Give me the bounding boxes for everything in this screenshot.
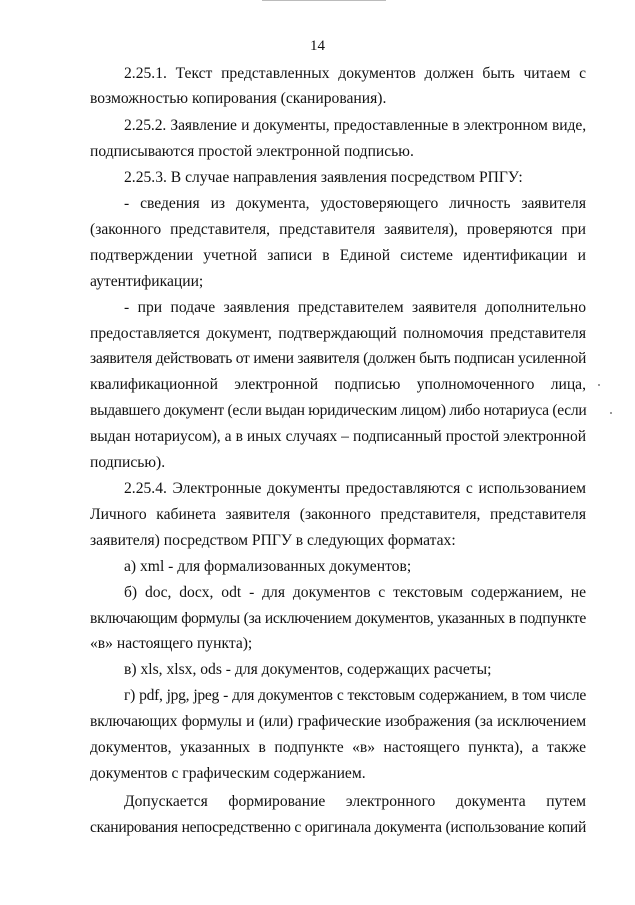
text-line: 2.25.2. Заявление и документы, предоставленные в электронном виде,: [124, 117, 586, 134]
text-line: заявителя) посредством РПГУ в следующих форматах:: [90, 532, 456, 549]
text-line: выдавшего документ (если выдан юридическим лицом) либо нотариуса (если: [90, 402, 587, 419]
text-line: выдан нотариусом), а в иных случаях – подписанный простой электронной: [90, 428, 586, 445]
text-line: сканирования непосредственно с оригинала документа (использование копий: [90, 819, 586, 836]
text-line: включающих формулы и (или) графические изображения (за исключением: [90, 713, 586, 730]
text-line: 2.25.4. Электронные документы предоставляются с использованием: [124, 480, 586, 497]
top-rule: [262, 0, 386, 1]
text-line: б) doc, docx, odt - для документов с текстовым содержанием, не: [124, 584, 586, 601]
text-line: аутентификации;: [90, 273, 204, 290]
text-line: 2.25.3. В случае направления заявления посредством РПГУ:: [124, 169, 523, 186]
text-line: в) xls, xlsx, ods - для документов, содержащих расчеты;: [124, 661, 492, 678]
text-line: (законного представителя, представителя заявителя), проверяются при: [90, 221, 586, 238]
text-line: возможностью копирования (сканирования).: [90, 90, 387, 107]
text-line: документов с графическим содержанием.: [90, 765, 366, 782]
text-line: квалификационной электронной подписью уполномоченного лица,: [90, 376, 586, 393]
scan-speck: [598, 384, 600, 386]
text-line: подписываются простой электронной подписью.: [90, 143, 414, 160]
text-line: подтверждении учетной записи в Единой системе идентификации и: [90, 247, 586, 264]
text-line: подписью).: [90, 454, 166, 471]
text-line: «в» настоящего пункта);: [90, 635, 253, 652]
text-line: заявителя действовать от имени заявителя (должен быть подписан усиленной: [90, 350, 586, 367]
text-line: включающим формулы (за исключением документов, указанных в подпункте: [90, 610, 586, 627]
text-line: документов, указанных в подпункте «в» настоящего пункта), а также: [90, 739, 586, 756]
text-line: г) pdf, jpg, jpeg - для документов с текстовым содержанием, в том числе: [124, 687, 586, 704]
text-line: - при подаче заявления представителем заявителя дополнительно: [124, 299, 586, 316]
scan-speck: [610, 412, 612, 414]
text-line: предоставляется документ, подтверждающий полномочия представителя: [90, 325, 586, 342]
text-line: а) xml - для формализованных документов;: [124, 558, 412, 575]
text-line: Допускается формирование электронного документа путем: [124, 793, 586, 810]
text-line: - сведения из документа, удостоверяющего личность заявителя: [124, 195, 586, 212]
text-line: 2.25.1. Текст представленных документов должен быть читаем с: [124, 65, 586, 82]
text-line: Личного кабинета заявителя (законного представителя, представителя: [90, 506, 586, 523]
page-number: 14: [310, 38, 325, 54]
